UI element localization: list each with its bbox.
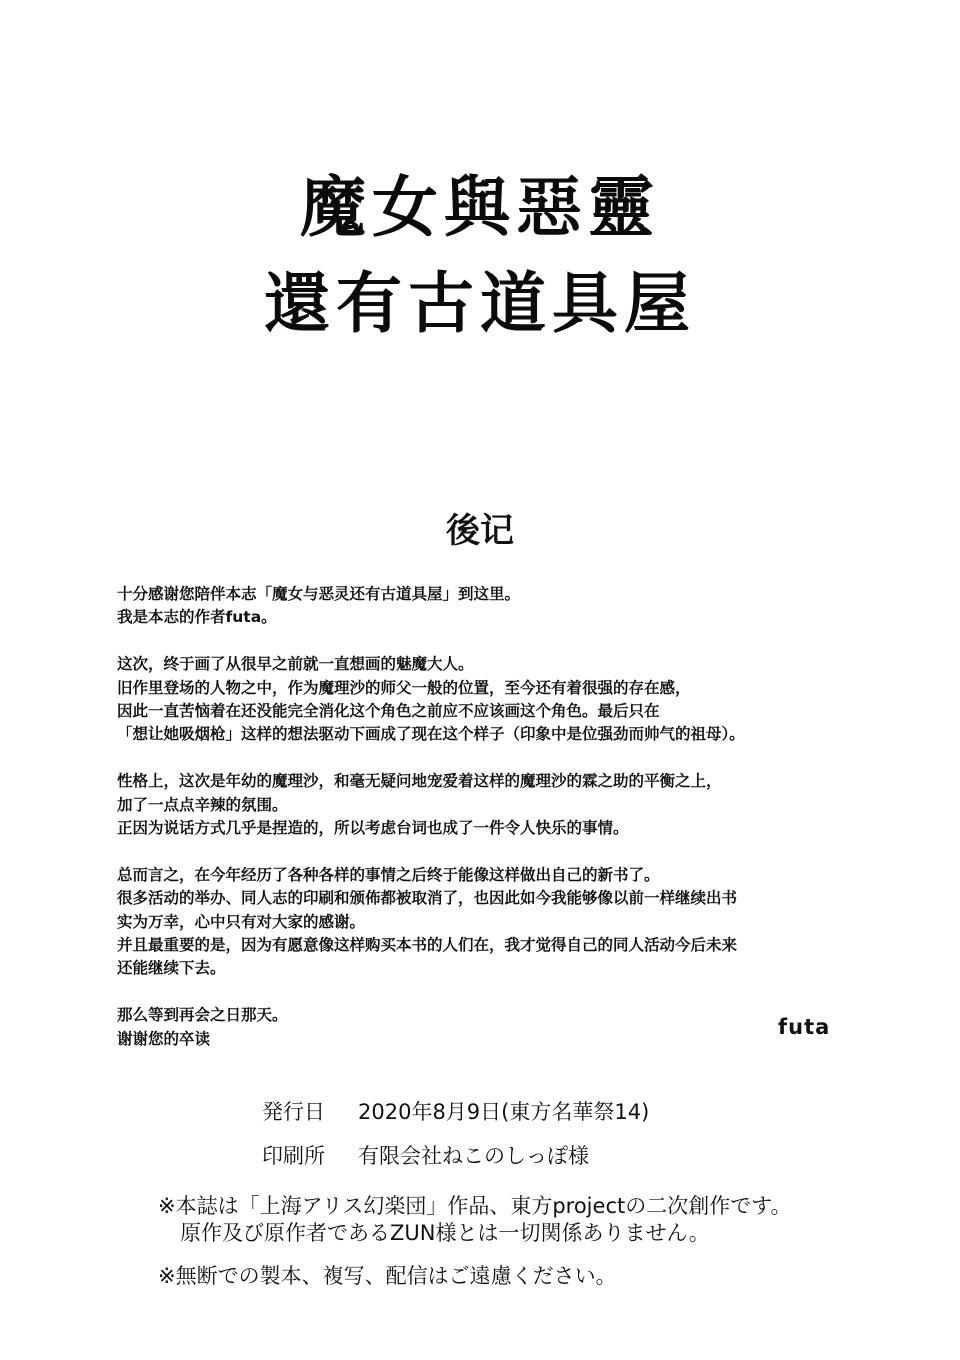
copy-prohibition-note: ※無断での製本、複写、配信はご遠慮ください。 [158, 1264, 617, 1288]
printer-value: 有限会社ねこのしっぽ様 [358, 1144, 589, 1168]
afterword-line: 实为万幸，心中只有对大家的感谢。 [117, 912, 366, 931]
printer-label: 印刷所 [262, 1144, 325, 1168]
colophon [262, 1090, 649, 1178]
afterword-line: 还能继续下去。 [117, 959, 226, 978]
afterword-paragraph-1 [117, 583, 877, 630]
afterword-paragraph-3 [117, 770, 877, 840]
book-title-line-2: 還有古道具屋 [264, 265, 696, 342]
publish-date-label: 発行日 [262, 1100, 325, 1124]
afterword-line: 十分感谢您陪伴本志「魔女与恶灵还有古道具屋」到这里。 [117, 585, 521, 603]
afterword-line: 并且最重要的是，因为有愿意像这样购买本书的人们在，我才觉得自己的同人活动今后未来 [117, 936, 738, 955]
afterword-paragraph-4 [117, 864, 877, 981]
afterword-paragraph-5 [117, 1004, 877, 1051]
publish-date-row [262, 1090, 649, 1134]
afterword-line: 旧作里登场的人物之中，作为魔理沙的师父一般的位置，至今还有着很强的存在感， [117, 678, 691, 697]
afterword-line: 我是本志的作者futa。 [117, 608, 277, 627]
afterword-line: 那么等到再会之日那天。 [117, 1006, 288, 1025]
author-signature: futa [778, 1015, 831, 1039]
disclaimer-notes [158, 1193, 792, 1290]
afterword-paragraph-2 [117, 653, 877, 747]
afterword-body [117, 583, 877, 1051]
afterword-line: 很多活动的举办、同人志的印刷和颁佈都被取消了，也因此如今我能够像以前一样继续出书 [117, 889, 738, 908]
book-title [0, 160, 960, 352]
publish-date-value: 2020年8月9日(東方名華祭14) [358, 1100, 650, 1124]
afterword-line: 正因为说话方式几乎是捏造的，所以考虑台词也成了一件令人快乐的事情。 [117, 819, 629, 838]
book-title-line-1: 魔女與惡靈 [300, 169, 660, 246]
afterword-heading: 後记 [446, 511, 514, 551]
afterword-line: 这次，终于画了从很早之前就一直想画的魅魔大人。 [117, 655, 474, 674]
afterword-line: 总而言之，在今年经历了各种各样的事情之后终于能像这样做出自己的新书了。 [117, 865, 660, 884]
afterword-line: 性格上，这次是年幼的魔理沙，和毫无疑问地宠爱着这样的魔理沙的霖之助的平衡之上， [117, 772, 722, 791]
disclaimer-line-1: ※本誌は「上海アリス幻楽団」作品、東方projectの二次創作です。 [158, 1194, 792, 1218]
disclaimer-line-2: 原作及び原作者であるZUN様とは一切関係ありません。 [180, 1221, 710, 1245]
afterword-line: 谢谢您的卒读 [117, 1029, 211, 1048]
afterword-line: 加了一点点辛辣的氛围。 [117, 795, 288, 814]
afterword-line: 「想让她吸烟枪」这样的想法驱动下画成了现在这个样子（印象中是位强劲而帅气的祖母）。 [117, 725, 745, 744]
afterword-line: 因此一直苦恼着在还没能完全消化这个角色之前应不应该画这个角色。最后只在 [117, 702, 660, 721]
printer-row [262, 1134, 649, 1178]
